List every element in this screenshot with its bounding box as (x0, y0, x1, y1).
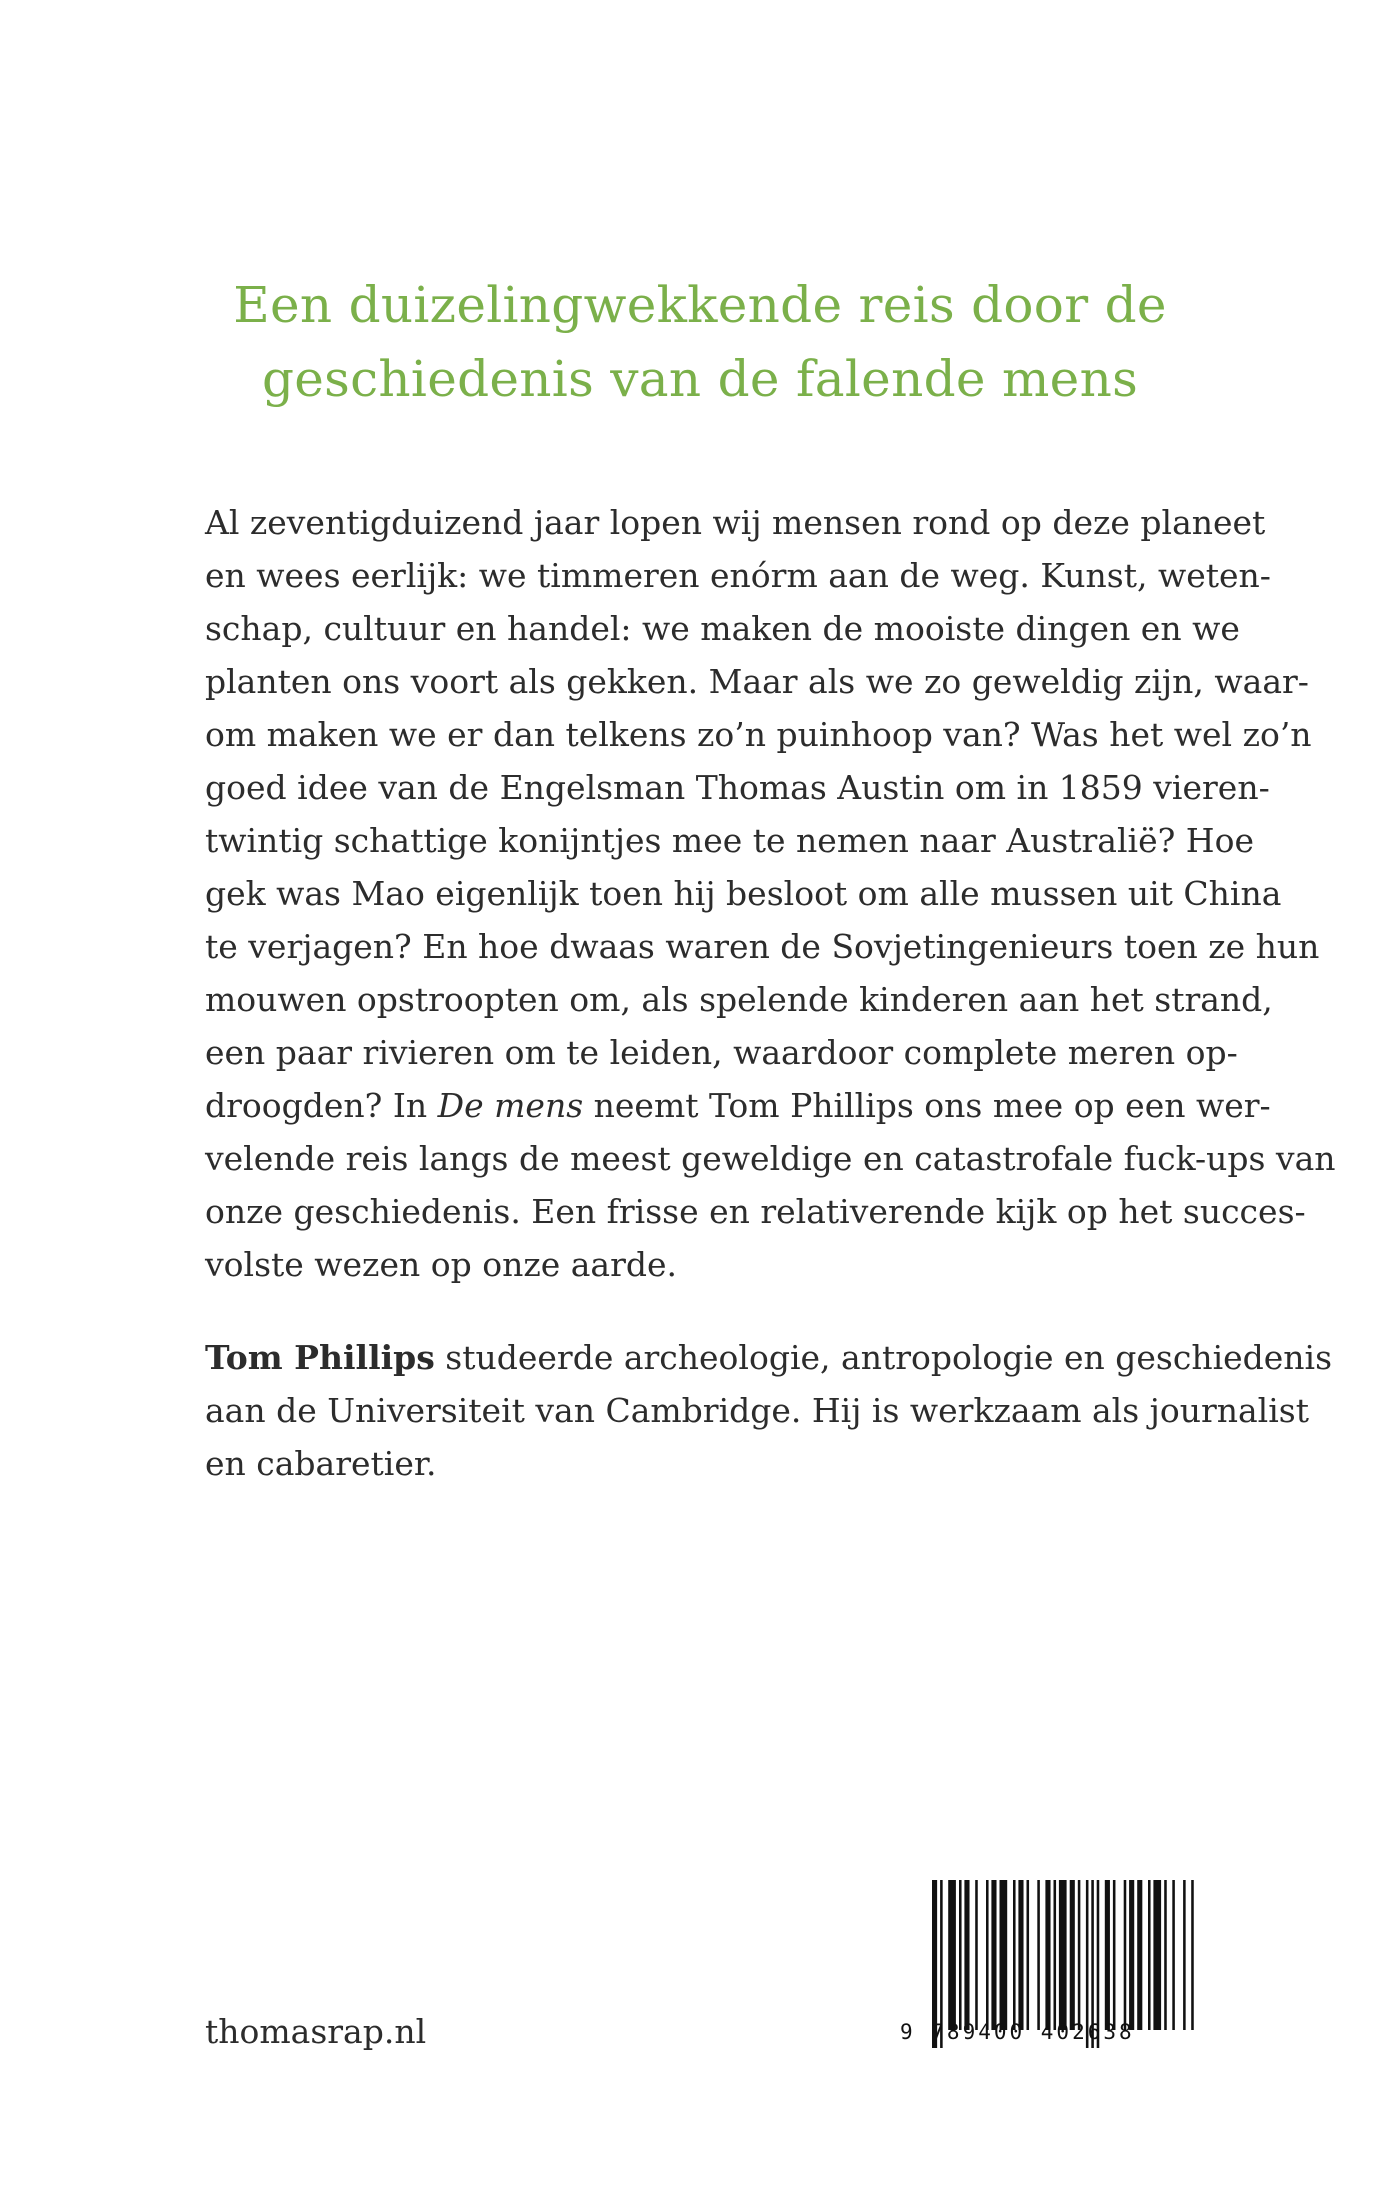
barcode-bar (1027, 1880, 1030, 2030)
blurb-line: planten ons voort als gekken. Maar als we zo geweldig zijn, waar- (205, 662, 1309, 701)
barcode-bar (948, 1880, 956, 2030)
bio-line-3: en cabaretier. (205, 1444, 437, 1483)
barcode-bar (1013, 1880, 1016, 2030)
barcode-bar (1172, 1880, 1175, 2030)
barcode-bar (1191, 1880, 1194, 2030)
barcode-bar (991, 1880, 996, 2030)
blurb-line: twintig schattige konijntjes mee te nemen naar Australië? Hoe (205, 821, 1254, 860)
blurb-line-mixed (205, 1079, 1271, 1132)
blurb-line: te verjagen? En hoe dwaas waren de Sovjetingenieurs toen ze hun (205, 927, 1320, 966)
blurb-line: mouwen opstroopten om, als spelende kinderen aan het strand, (205, 980, 1273, 1019)
barcode-bar (1164, 1880, 1167, 2030)
barcode-bar (1129, 1880, 1134, 2030)
barcode-bar (1054, 1880, 1057, 2030)
barcode-bar (1018, 1880, 1023, 2030)
author-bio (205, 1331, 1333, 1490)
barcode-bar (1183, 1880, 1186, 2030)
publisher-url: thomasrap.nl (205, 2012, 427, 2051)
barcode-bar (964, 1880, 969, 2030)
blurb-line: onze geschiedenis. Een frisse en relativerende kijk op het succes- (205, 1192, 1306, 1231)
bio-line-2: aan de Universiteit van Cambridge. Hij is werkzaam als journalist (205, 1391, 1309, 1430)
isbn-barcode (900, 1880, 1210, 2050)
blurb-line: Al zeventigduizend jaar lopen wij mensen rond op deze planeet (205, 503, 1266, 542)
barcode-bar (1148, 1880, 1151, 2030)
barcode-bar (1037, 1880, 1040, 2030)
barcode-bar (1153, 1880, 1161, 2030)
bio-text: studeerde archeologie, antropologie en geschiedenis (434, 1338, 1333, 1377)
book-title-italic: De mens (437, 1086, 584, 1125)
blurb-text: droogden? In (205, 1086, 438, 1125)
barcode-bar (1113, 1880, 1116, 2030)
author-name: Tom Phillips (205, 1338, 435, 1377)
headline-line-1: Een duizelingwekkende reis door de (233, 276, 1167, 334)
blurb-line: en wees eerlijk: we timmeren enórm aan de weg. Kunst, weten- (205, 556, 1271, 595)
barcode-bar (986, 1880, 989, 2030)
barcode-bar (1045, 1880, 1050, 2030)
blurb-text: neemt Tom Phillips ons mee op een wer- (583, 1086, 1271, 1125)
headline-line-2: geschiedenis van de falende mens (261, 350, 1139, 408)
blurb-line: goed idee van de Engelsman Thomas Austin om in 1859 vieren- (205, 768, 1270, 807)
barcode-bar (975, 1880, 978, 2030)
barcode-bar (1078, 1880, 1081, 2030)
bio-line-1 (205, 1331, 1333, 1384)
barcode-bar (1105, 1880, 1110, 2030)
blurb-line: gek was Mao eigenlijk toen hij besloot om alle mussen uit China (205, 874, 1282, 913)
isbn-digits: 9 789400 402638 (900, 2020, 1135, 2044)
barcode-bar (1137, 1880, 1142, 2030)
blurb-line: om maken we er dan telkens zo’n puinhoop van? Was het wel zo’n (205, 715, 1312, 754)
barcode-bar (1070, 1880, 1075, 2030)
barcode-bar (1124, 1880, 1127, 2030)
barcode-bar (959, 1880, 962, 2030)
headline (0, 268, 1400, 416)
blurb-line: velende reis langs de meest geweldige en catastrofale fuck-ups van (205, 1139, 1336, 1178)
barcode-bar (1000, 1880, 1008, 2030)
barcode-bar (1059, 1880, 1067, 2030)
blurb-line: schap, cultuur en handel: we maken de mooiste dingen en we (205, 609, 1240, 648)
blurb-line: een paar rivieren om te leiden, waardoor complete meren op- (205, 1033, 1238, 1072)
blurb-paragraph (205, 496, 1336, 1291)
blurb-line: volste wezen op onze aarde. (205, 1245, 677, 1284)
